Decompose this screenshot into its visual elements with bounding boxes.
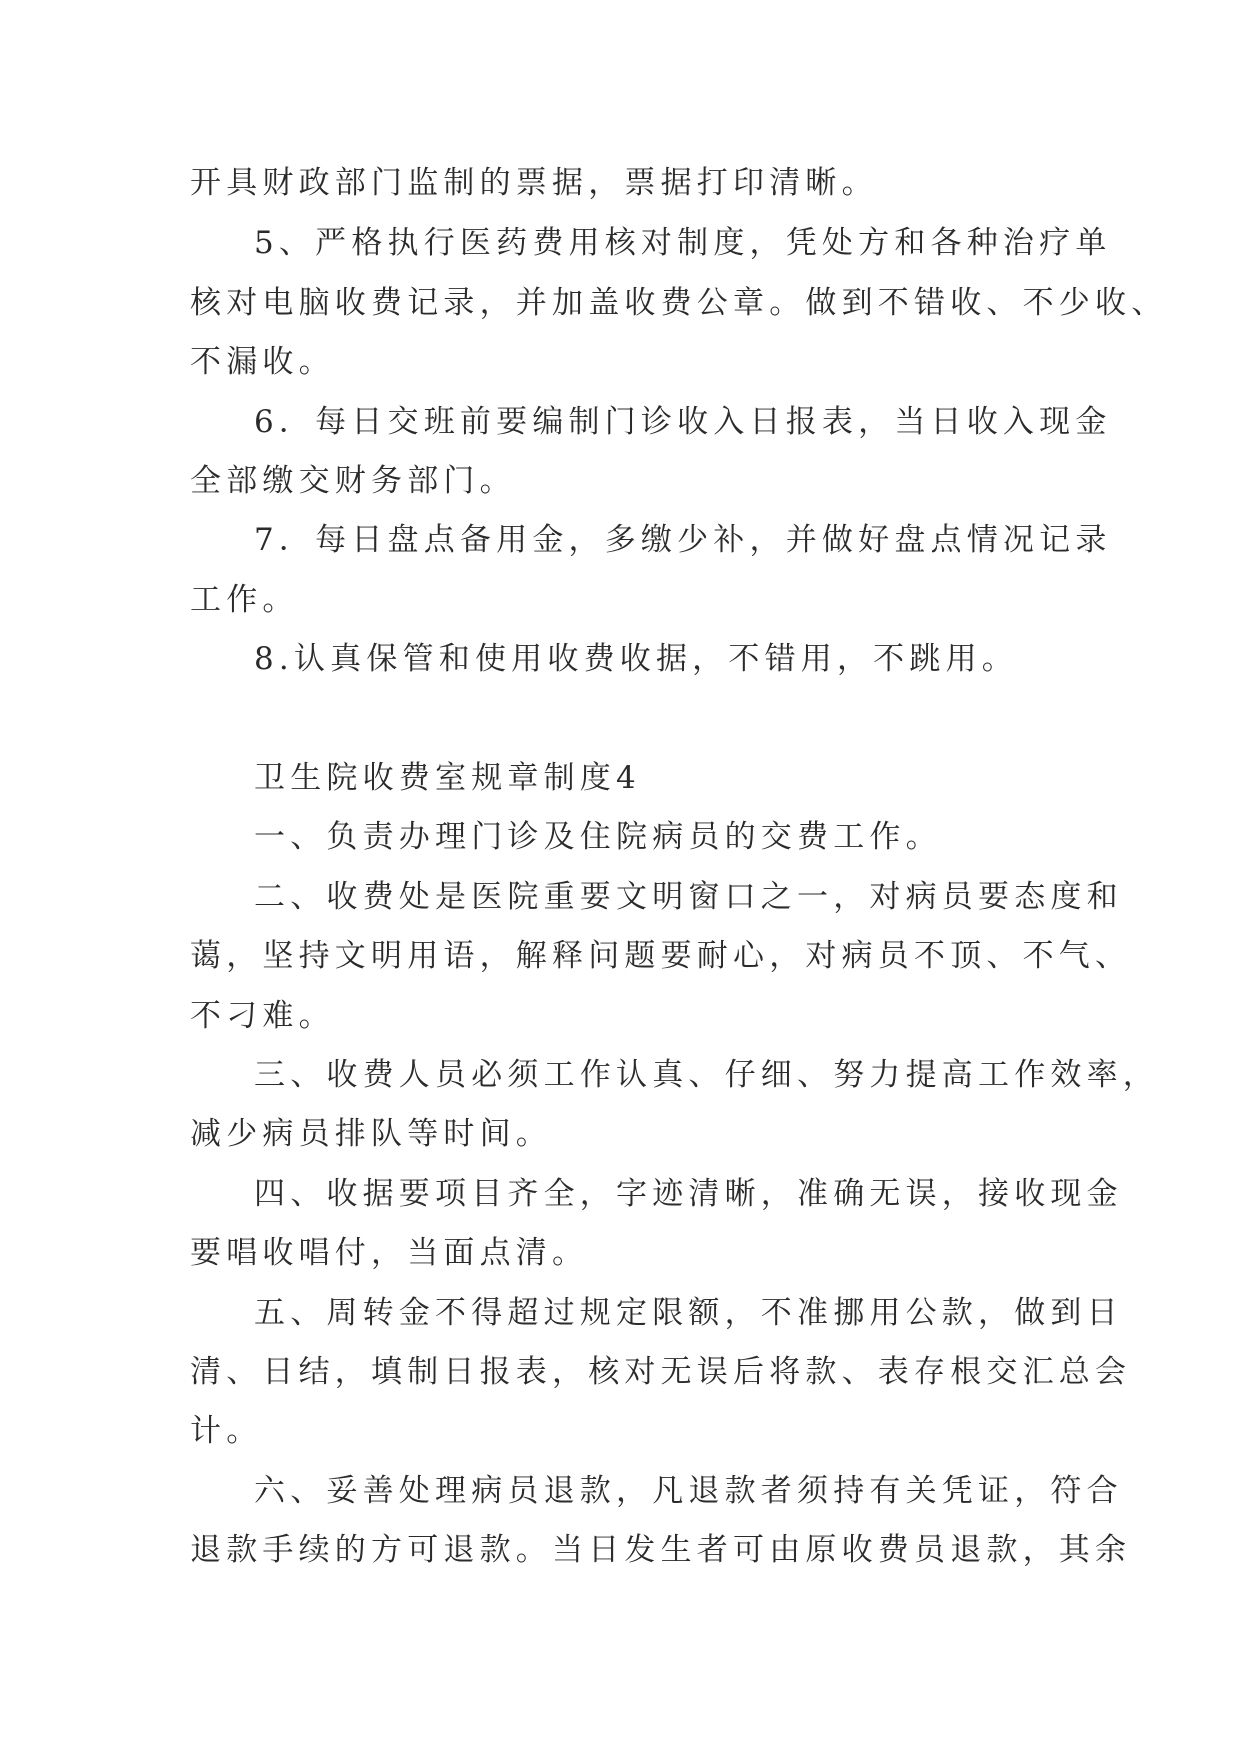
text-line: 计。 xyxy=(190,1413,263,1449)
text-line: 开具财政部门监制的票据，票据打印清晰。 xyxy=(190,165,878,201)
text-line: 工作。 xyxy=(190,582,299,618)
text-line: 二、收费处是医院重要文明窗口之一，对病员要态度和 xyxy=(254,879,1123,915)
text-line: 不刁难。 xyxy=(190,998,335,1034)
text-line: 清、日结，填制日报表，核对无误后将款、表存根交汇总会 xyxy=(190,1354,1132,1390)
text-line: 6．每日交班前要编制门诊收入日报表，当日收入现金 xyxy=(254,404,1112,440)
text-line: 五、周转金不得超过规定限额，不准挪用公款，做到日 xyxy=(254,1295,1123,1331)
text-line: 不漏收。 xyxy=(190,344,335,380)
text-line: 一、负责办理门诊及住院病员的交费工作。 xyxy=(254,819,942,855)
text-line: 三、收费人员必须工作认真、仔细、努力提高工作效率， xyxy=(254,1057,1159,1093)
text-line: 8.认真保管和使用收费收据，不错用，不跳用。 xyxy=(254,641,1018,677)
section-title: 卫生院收费室规章制度4 xyxy=(254,760,641,796)
text-line: 全部缴交财务部门。 xyxy=(190,463,516,499)
text-line: 7．每日盘点备用金，多缴少补，并做好盘点情况记录 xyxy=(254,522,1112,558)
text-line: 要唱收唱付，当面点清。 xyxy=(190,1235,589,1271)
text-line: 四、收据要项目齐全，字迹清晰，准确无误，接收现金 xyxy=(254,1176,1123,1212)
text-line: 退款手续的方可退款。当日发生者可由原收费员退款，其余 xyxy=(190,1532,1132,1568)
text-line: 5、严格执行医药费用核对制度，凭处方和各种治疗单 xyxy=(254,225,1112,261)
text-line: 六、妥善处理病员退款，凡退款者须持有关凭证，符合 xyxy=(254,1473,1123,1509)
text-line: 蔼，坚持文明用语，解释问题要耐心，对病员不顶、不气、 xyxy=(190,938,1132,974)
text-line: 核对电脑收费记录，并加盖收费公章。做到不错收、不少收、 xyxy=(190,285,1168,321)
text-line: 减少病员排队等时间。 xyxy=(190,1116,552,1152)
